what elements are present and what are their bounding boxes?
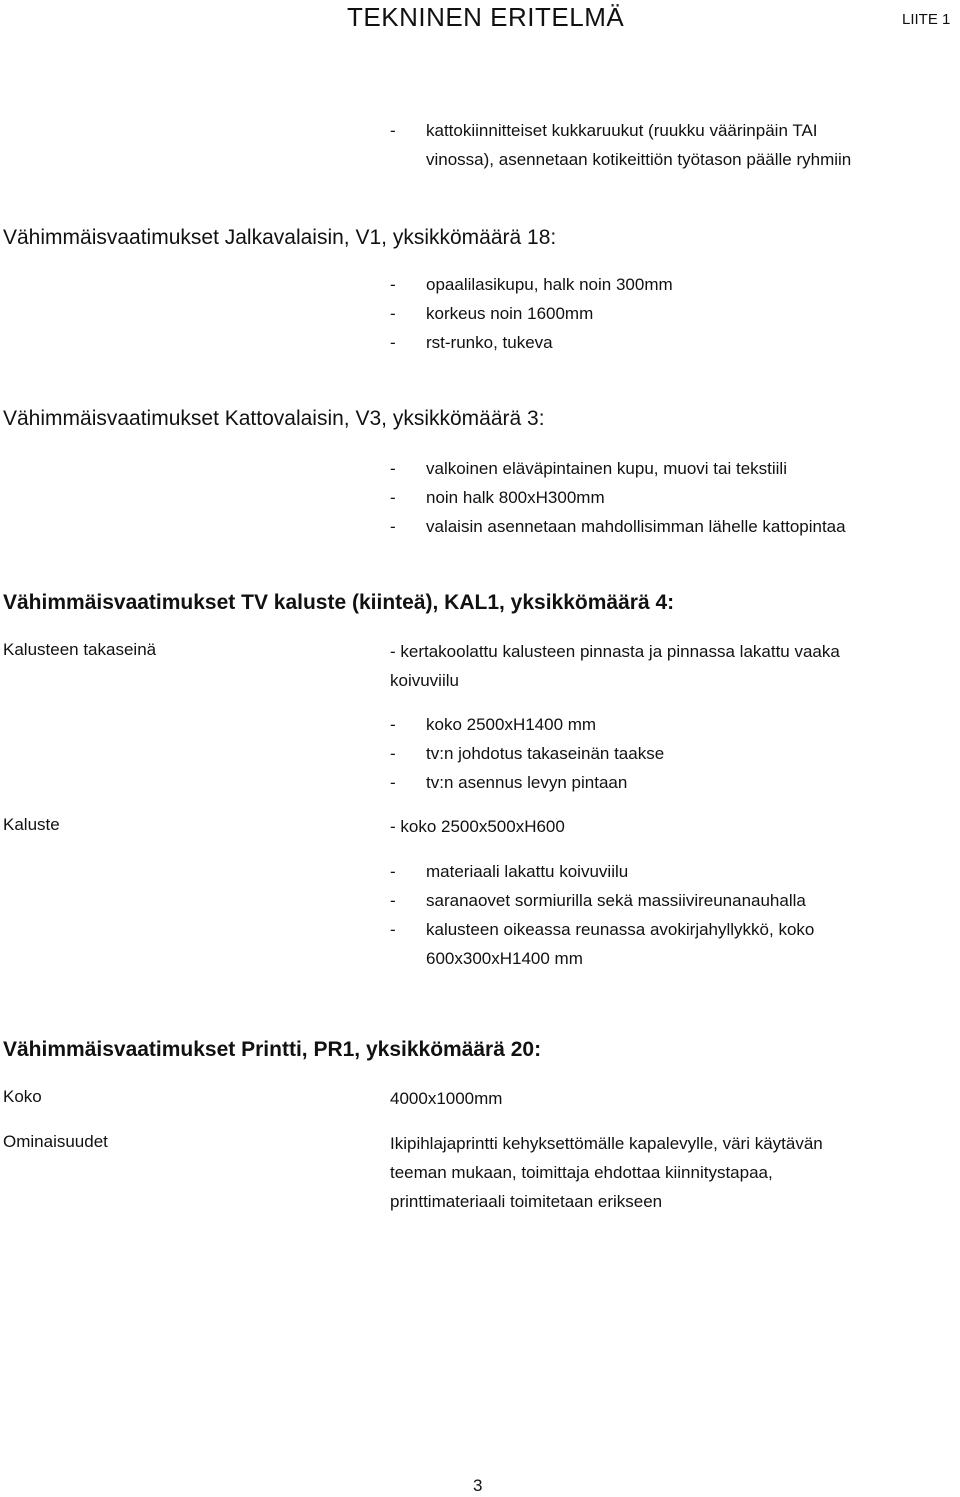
list-item (0, 915, 960, 944)
size-label: Koko (3, 1087, 42, 1106)
list-dash: - (390, 862, 396, 881)
list-item-text: kattokiinnitteiset kukkaruukut (ruukku väärinpäin TAI (426, 121, 818, 140)
list-item (0, 328, 960, 357)
properties-line: teeman mukaan, toimittaja ehdottaa kiinnitystapaa, (390, 1163, 773, 1182)
list-item (0, 512, 960, 541)
list-item-text: tv:n asennus levyn pintaan (426, 773, 628, 792)
list-item (0, 299, 960, 328)
back-panel-lead-line: - kertakoolattu kalusteen pinnasta ja pinnassa lakattu vaaka (390, 642, 840, 661)
back-panel-lead (390, 637, 840, 695)
list-item-text: kalusteen oikeassa reunassa avokirjahyllykkö, koko (426, 920, 815, 939)
list-item (0, 768, 960, 797)
list-item (0, 857, 960, 886)
list-item-text: rst-runko, tukeva (426, 333, 553, 352)
list-item-text: valkoinen eläväpintainen kupu, muovi tai tekstiili (426, 459, 787, 478)
list-item-text: vinossa), asennetaan kotikeittiön työtason päälle ryhmiin (426, 150, 852, 169)
list-dash: - (390, 488, 396, 507)
back-panel-lead-line: koivuviilu (390, 671, 459, 690)
list-dash: - (390, 920, 396, 939)
list-item-text: koko 2500xH1400 mm (426, 715, 597, 734)
document-title: TEKNINEN ERITELMÄ (347, 2, 625, 32)
list-item-text: saranaovet sormiurilla sekä massiivireunanauhalla (426, 891, 806, 910)
list-dash: - (390, 304, 396, 323)
properties-label: Ominaisuudet (3, 1132, 108, 1151)
page-number: 3 (473, 1476, 483, 1495)
section-heading-pr1: Vähimmäisvaatimukset Printti, PR1, yksikkömäärä 20: (3, 1038, 542, 1061)
list-item-text: opaalilasikupu, halk noin 300mm (426, 275, 673, 294)
list-dash: - (390, 517, 396, 536)
properties-value (390, 1129, 823, 1216)
properties-line: Ikipihlajaprintti kehyksettömälle kapalevylle, väri käytävän (390, 1134, 823, 1153)
size-value: 4000x1000mm (390, 1089, 503, 1108)
properties-line: printtimateriaali toimitetaan erikseen (390, 1192, 663, 1211)
list-dash: - (390, 121, 396, 140)
list-item (0, 710, 960, 739)
list-item (0, 886, 960, 915)
list-dash: - (390, 459, 396, 478)
section-heading-v1: Vähimmäisvaatimukset Jalkavalaisin, V1, yksikkömäärä 18: (3, 226, 557, 249)
list-item-text: valaisin asennetaan mahdollisimman lähelle kattopintaa (426, 517, 846, 536)
list-item (0, 739, 960, 768)
furniture-lead: - koko 2500x500xH600 (390, 817, 565, 836)
list-item-continuation (0, 145, 960, 174)
list-item-text: noin halk 800xH300mm (426, 488, 605, 507)
section-heading-kal1: Vähimmäisvaatimukset TV kaluste (kiinteä), KAL1, yksikkömäärä 4: (3, 591, 675, 614)
list-dash: - (390, 891, 396, 910)
appendix-label: LIITE 1 (902, 11, 951, 28)
furniture-label: Kaluste (3, 815, 60, 834)
list-dash: - (390, 773, 396, 792)
list-item-text: materiaali lakattu koivuviilu (426, 862, 629, 881)
back-panel-label: Kalusteen takaseinä (3, 640, 157, 659)
list-dash: - (390, 715, 396, 734)
list-item-continuation (0, 944, 960, 973)
list-item-text: korkeus noin 1600mm (426, 304, 594, 323)
list-dash: - (390, 744, 396, 763)
list-item-text: tv:n johdotus takaseinän taakse (426, 744, 665, 763)
list-item-text: 600x300xH1400 mm (426, 949, 583, 968)
list-item (0, 270, 960, 299)
list-item (0, 454, 960, 483)
list-dash: - (390, 333, 396, 352)
list-dash: - (390, 275, 396, 294)
list-item (0, 116, 960, 145)
section-heading-v3: Vähimmäisvaatimukset Kattovalaisin, V3, yksikkömäärä 3: (3, 407, 545, 430)
list-item (0, 483, 960, 512)
